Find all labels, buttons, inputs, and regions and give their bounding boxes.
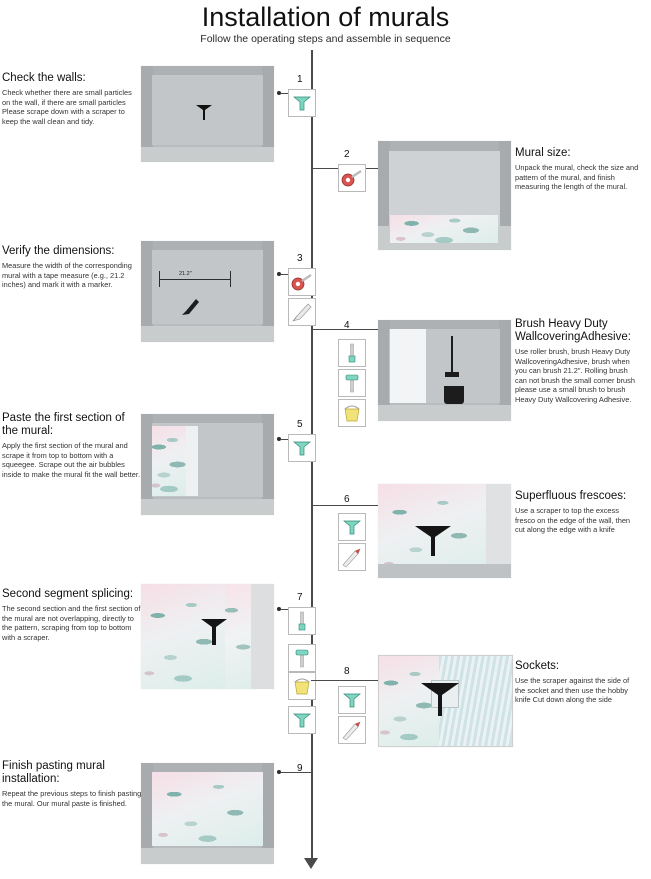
step-9-text [2,760,142,808]
adhesive-bucket-icon [338,399,366,427]
scraper-icon [338,686,366,714]
scraper-tool-photo-icon [193,101,215,123]
roller-brush-icon [338,369,366,397]
small-brush-icon [288,607,316,635]
step-9-body: Repeat the previous steps to finish pasting the mural. Our mural paste is finished. [2,789,142,808]
step-4-number: 4 [344,320,350,331]
marker-pen-photo-icon [179,293,205,319]
step-5-body: Apply the first section of the mural and scrape it from top to bottom with a squeegee. Scrape out the air bubbles inside to make the mural fit the wall better. [2,441,141,479]
scraper-icon [288,706,316,734]
step-2-body: Unpack the mural, check the size and pattern of the mural, and finish measuring the length of the mural. [515,163,639,192]
step-3-image [141,241,274,342]
scraper-tool-photo-icon [417,676,463,722]
step-5-heading: Paste the first section of the mural: [2,412,125,437]
step-4-heading: Brush Heavy Duty WallcoveringAdhesive: [515,318,631,343]
step-6-body: Use a scraper to top the excess fresco on the edge of the wall, then cut along the edge with a knife [515,506,631,535]
step-4-image [378,320,511,421]
step-8-number: 8 [344,666,350,677]
step-3-body: Measure the width of the corresponding mural with a tape measure (e.g., 21.2 inches) and mark it with a marker. [2,261,132,290]
step-9-number: 9 [297,763,303,774]
step-1-number: 1 [297,74,303,85]
step-7-heading: Second segment splicing: [2,588,134,600]
scraper-icon [338,513,366,541]
step-6-text [515,490,641,535]
step-9-heading: Finish pasting mural installation: [2,760,105,785]
step-4-text [515,318,641,405]
small-brush-icon [338,339,366,367]
step-9-connector [281,772,311,773]
step-4-body: Use roller brush, brush Heavy Duty WallcoveringAdhesive, brush when you can brush 21.2". Rolling brush can not brush the small corner brush please use a small brush to brush Heavy Duty Wallcovering Adhesive. [515,347,635,404]
step-5-number: 5 [297,419,303,430]
page-title: Installation of murals [201,2,450,32]
step-3-text [2,245,142,290]
step-9-image [141,763,274,864]
step-2-image [378,141,511,250]
hobby-knife-icon [338,543,366,571]
scraper-icon [288,434,316,462]
step-8-connector [311,680,378,681]
step-5-text [2,412,142,479]
step-6-number: 6 [344,494,350,505]
scraper-tool-photo-icon [199,614,229,648]
step-8-heading: Sockets: [515,660,560,672]
step-3-heading: Verify the dimensions: [2,245,115,257]
step-5-image [141,414,274,515]
timeline-arrow-icon [304,858,318,869]
step-2-heading: Mural size: [515,147,571,159]
step-6-image [378,484,511,578]
step-2-number: 2 [344,149,350,160]
roller-brush-icon [288,644,316,672]
page-subtitle: Follow the operating steps and assemble in sequence [200,33,451,45]
step-8-image [378,655,513,747]
marker-pen-icon [288,298,316,326]
step-7-number: 7 [297,592,303,603]
step-7-body: The second section and the first section of the mural are not overlapping, directly to the pattern, scraping from top to bottom with a scraper. [2,604,141,642]
step-1-text [2,72,142,126]
step-3-number: 3 [297,253,303,264]
scraper-icon [288,89,316,117]
step-1-heading: Check the walls: [2,72,86,84]
tape-measure-icon [288,268,316,296]
step-7-image [141,584,274,689]
step-7-text [2,588,142,642]
step-3-annotation: 21.2" [179,271,192,277]
step-6-connector [311,505,378,506]
step-8-body: Use the scraper against the side of the socket and then use the hobby knife Cut down along the side [515,676,630,705]
step-8-text [515,660,641,705]
hobby-knife-icon [338,716,366,744]
step-1-image [141,66,274,162]
step-2-text [515,147,641,192]
adhesive-bucket-icon [288,672,316,700]
step-6-heading: Superfluous frescoes: [515,490,627,502]
step-1-body: Check whether there are small particles on the wall, if there are small particles Please scrape down with a scraper to keep the wall clean and tidy. [2,88,132,126]
tape-measure-icon [338,164,366,192]
scraper-tool-photo-icon [412,520,454,560]
